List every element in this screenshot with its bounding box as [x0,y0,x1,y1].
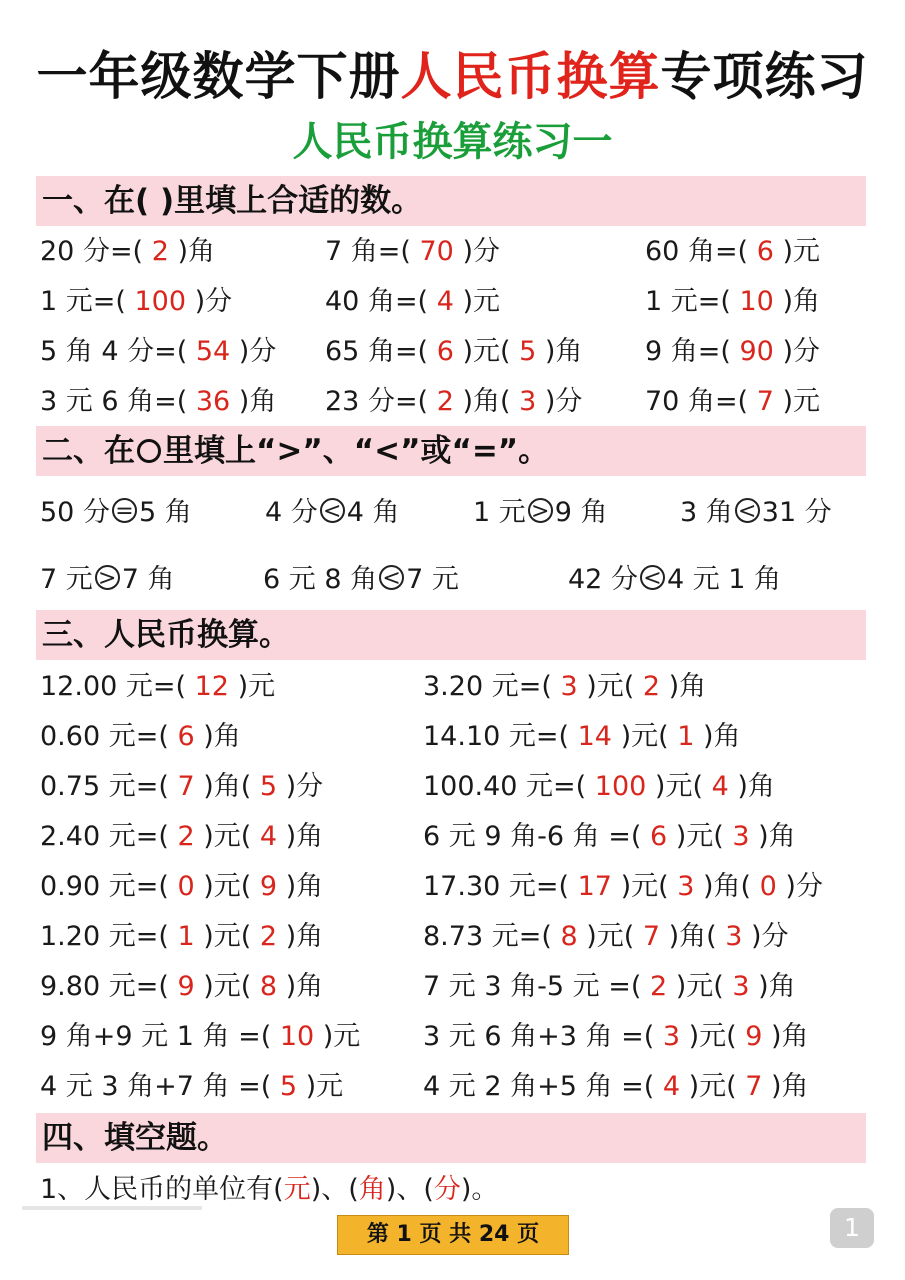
exercise-item [325,382,582,422]
compare-left: 1 元 [473,497,526,528]
item-unit: )角( [668,921,717,952]
answer-value: 2 [428,386,463,417]
exercise-item [325,282,500,322]
answer-value: 5 [510,336,545,367]
compare-left: 3 角 [680,497,733,528]
exercise-item [423,767,775,807]
item-unit: )分 [782,336,820,367]
compare-right: 4 角 [346,497,400,528]
answer-value: 7 [634,921,669,952]
item-prefix: 65 角=( [325,336,429,367]
item-unit: )分 [544,386,583,417]
answer-value: 3 [668,871,703,902]
compare-right: 4 元 1 角 [666,564,782,595]
title-part-2: 人民币换算 [400,48,661,107]
answer-value: 3 [723,821,759,852]
item-prefix: 7 角=( [325,236,411,267]
answer-value: 36 [187,386,239,417]
exercise-item [40,232,215,272]
compare-right: 9 角 [554,497,608,528]
compare-left: 7 元 [40,564,93,595]
answer-value: 4 [654,1071,689,1102]
section-3-heading: 三、人民币换算。 [36,610,866,660]
section-2-heading-post: 里填上“>”、“<”或“=”。 [163,433,550,469]
item-unit: )元 [782,386,820,417]
answer-value: 90 [730,336,783,367]
q4-sep-1: )、( [310,1174,359,1205]
answer-value: 100 [586,771,655,802]
item-prefix: 8.73 元=( [423,921,552,952]
page-badge[interactable]: 1 [830,1208,874,1248]
title-part-1: 一年级数学下册 [36,48,401,107]
answer-value: 9 [251,871,286,902]
answer-value: 4 [703,771,738,802]
answer-value: 10 [730,286,783,317]
q4-answer-1: 元 [283,1174,311,1205]
answer-value: 2 [143,236,178,267]
item-unit: )元( [688,1021,737,1052]
comparison-symbol: > [95,565,120,590]
answer-value: 10 [271,1021,323,1052]
answer-value: 0 [168,871,204,902]
item-unit: )角 [285,821,324,852]
item-prefix: 1 元=( [40,286,126,317]
section-2-heading [36,426,866,476]
item-unit: )角 [758,971,796,1002]
item-unit: )元( [203,971,252,1002]
section-1-heading: 一、在( )里填上合适的数。 [36,176,866,226]
item-prefix: 3.20 元=( [423,671,552,702]
section-2-heading-pre: 二、在 [42,433,135,469]
item-unit: )元( [620,871,669,902]
item-prefix: 4 元 3 角+7 角 =( [40,1071,272,1102]
answer-value: 9 [736,1021,771,1052]
compare-item [680,493,832,533]
item-unit: )元( [462,336,511,367]
item-unit: )元 [322,1021,361,1052]
item-prefix: 23 分=( [325,386,429,417]
exercise-item [325,232,500,272]
item-unit: )元( [675,821,724,852]
item-prefix: 9 角+9 元 1 角 =( [40,1021,272,1052]
item-prefix: 7 元 3 角-5 元 =( [423,971,642,1002]
q4-answer-3: 分 [433,1174,461,1205]
exercise-item [645,332,820,372]
answer-value: 1 [668,721,703,752]
exercise-item [423,1017,809,1057]
exercise-item [645,282,820,322]
q4-sep-2: )、( [385,1174,434,1205]
answer-value: 8 [551,921,587,952]
compare-item [263,560,459,600]
exercise-item [40,717,241,757]
answer-value: 3 [551,671,587,702]
exercise-item [645,382,820,422]
compare-left: 6 元 8 角 [263,564,378,595]
q4-answer-2: 角 [358,1174,386,1205]
item-unit: )元( [203,871,252,902]
page-counter: 第 1 页 共 24 页 [337,1215,569,1255]
item-unit: )元( [620,721,669,752]
item-unit: )元( [203,921,252,952]
answer-value: 17 [569,871,621,902]
answer-value: 2 [641,971,676,1002]
item-prefix: 0.90 元=( [40,871,169,902]
item-unit: )角 [737,771,775,802]
item-prefix: 60 角=( [645,236,749,267]
answer-value: 5 [271,1071,306,1102]
item-prefix: 70 角=( [645,386,749,417]
item-unit: )元( [203,821,252,852]
item-prefix: 4 元 2 角+5 角 =( [423,1071,655,1102]
exercise-item [40,1017,360,1057]
answer-value: 4 [251,821,286,852]
exercise-item [40,917,323,957]
answer-value: 7 [736,1071,771,1102]
exercise-item [40,867,323,907]
exercise-item [423,967,796,1007]
answer-value: 54 [187,336,239,367]
item-unit: )角( [462,386,511,417]
answer-value: 6 [428,336,463,367]
exercise-item [423,817,796,857]
answer-value: 9 [168,971,204,1002]
item-unit: )角 [703,721,741,752]
exercise-item [423,917,789,957]
exercise-item [325,332,582,372]
exercise-item [40,667,275,707]
circle-icon [137,439,161,463]
answer-value: 1 [168,921,204,952]
item-prefix: 40 角=( [325,286,429,317]
comparison-symbol: > [528,498,553,523]
answer-value: 2 [634,671,669,702]
comparison-symbol: = [112,498,137,523]
item-unit: )分 [238,336,277,367]
comparison-symbol: < [379,565,404,590]
exercise-item [40,817,323,857]
item-unit: )角 [203,721,241,752]
item-unit: )元 [782,236,820,267]
item-unit: )角 [758,821,796,852]
comparison-symbol: < [640,565,665,590]
item-prefix: 12.00 元=( [40,671,187,702]
answer-value: 3 [654,1021,689,1052]
answer-value: 3 [716,921,752,952]
item-unit: )角( [203,771,252,802]
answer-value: 4 [428,286,463,317]
answer-value: 100 [125,286,195,317]
compare-item [265,493,400,533]
answer-value: 70 [410,236,463,267]
item-unit: )分 [194,286,233,317]
item-unit: )元 [462,286,500,317]
compare-right: 7 元 [406,564,459,595]
item-unit: )角 [668,671,707,702]
compare-right: 5 角 [138,497,192,528]
item-unit: )角 [285,871,324,902]
item-prefix: 0.75 元=( [40,771,169,802]
item-unit: )分 [285,771,324,802]
answer-value: 2 [168,821,204,852]
compare-item [473,493,608,533]
exercise-item [40,767,323,807]
item-prefix: 2.40 元=( [40,821,169,852]
answer-value: 6 [168,721,204,752]
item-unit: )分 [785,871,823,902]
item-unit: )角 [544,336,583,367]
exercise-item [40,382,276,422]
item-unit: )元( [654,771,703,802]
exercise-item [40,1067,343,1107]
item-unit: )角 [782,286,820,317]
answer-value: 3 [510,386,545,417]
answer-value: 7 [168,771,204,802]
compare-left: 42 分 [568,564,638,595]
item-unit: )角 [771,1021,809,1052]
comparison-symbol: < [320,498,345,523]
item-prefix: 1 元=( [645,286,731,317]
exercise-item [40,332,276,372]
item-prefix: 17.30 元=( [423,871,570,902]
item-prefix: 3 元 6 角=( [40,386,188,417]
item-unit: )分 [462,236,500,267]
answer-value: 8 [251,971,286,1002]
item-unit: )元( [586,671,635,702]
item-unit: )角( [703,871,752,902]
item-prefix: 1.20 元=( [40,921,169,952]
item-unit: )元 [237,671,276,702]
answer-value: 0 [751,871,786,902]
item-unit: )元( [688,1071,737,1102]
item-prefix: 14.10 元=( [423,721,570,752]
item-prefix: 100.40 元=( [423,771,587,802]
answer-value: 12 [186,671,238,702]
item-prefix: 9.80 元=( [40,971,169,1002]
cutoff-line [22,1206,202,1210]
answer-value: 3 [723,971,759,1002]
item-unit: )分 [751,921,789,952]
exercise-item [423,867,823,907]
item-unit: )角 [285,921,324,952]
exercise-item [40,282,232,322]
item-prefix: 6 元 9 角-6 角 =( [423,821,642,852]
exercise-item [423,717,741,757]
answer-value: 6 [641,821,676,852]
answer-value: 14 [569,721,621,752]
exercise-item [40,967,323,1007]
answer-value: 5 [251,771,286,802]
item-prefix: 20 分=( [40,236,144,267]
comparison-symbol: < [735,498,760,523]
item-prefix: 9 角=( [645,336,731,367]
item-unit: )角 [238,386,277,417]
item-unit: )角 [771,1071,809,1102]
item-unit: )角 [285,971,324,1002]
compare-left: 4 分 [265,497,318,528]
page-subtitle: 人民币换算练习一 [292,119,613,165]
compare-item [40,493,192,533]
compare-left: 50 分 [40,497,110,528]
item-prefix: 5 角 4 分=( [40,336,188,367]
answer-value: 6 [748,236,783,267]
section-4-heading: 四、填空题。 [36,1113,866,1163]
item-prefix: 0.60 元=( [40,721,169,752]
compare-right: 7 角 [121,564,175,595]
title-part-3: 专项练习 [660,48,869,107]
item-prefix: 3 元 6 角+3 角 =( [423,1021,655,1052]
answer-value: 7 [748,386,783,417]
item-unit: )角 [177,236,215,267]
compare-item [568,560,781,600]
exercise-item [423,1067,809,1107]
compare-right: 31 分 [761,497,832,528]
exercise-item [645,232,820,272]
exercise-item [423,667,706,707]
item-unit: )元( [675,971,724,1002]
compare-item [40,560,175,600]
item-unit: )元( [586,921,635,952]
q4-post: )。 [460,1174,499,1205]
answer-value: 2 [251,921,286,952]
page-title [0,38,905,118]
q4-pre: 1、人民币的单位有( [40,1174,284,1205]
item-unit: )元 [305,1071,344,1102]
question-4-1 [40,1170,498,1210]
